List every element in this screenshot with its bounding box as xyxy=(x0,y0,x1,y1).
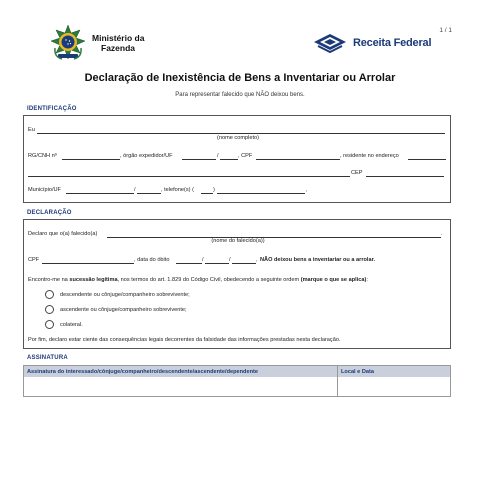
obito-dia-field[interactable] xyxy=(176,263,202,264)
orgao-field[interactable] xyxy=(182,159,216,160)
document-header xyxy=(50,24,440,64)
orgao-label: , órgão expedidor/UF xyxy=(120,153,173,159)
document-title: Declaração de Inexistência de Bens a Inventariar ou Arrolar xyxy=(84,72,396,84)
section-assinatura-title: ASSINATURA xyxy=(27,355,68,361)
municipio-field[interactable] xyxy=(66,193,134,194)
marque-text: (marque o que se aplica) xyxy=(300,277,367,283)
obito-slash-2: / xyxy=(229,257,231,263)
option-ascendente-label: ascendente ou cônjuge/companheiro sobrevivente; xyxy=(60,307,187,313)
receita-federal-logo-icon xyxy=(312,32,348,54)
municipio-slash: / xyxy=(134,187,136,193)
sucessao-legitima: sucessão legítima xyxy=(69,277,118,283)
rg-field[interactable] xyxy=(62,159,120,160)
option-colateral-label: colateral. xyxy=(60,322,83,328)
cep-label: CEP xyxy=(351,170,363,176)
encontro-colon: : xyxy=(366,277,368,283)
obito-ano-field[interactable] xyxy=(232,263,256,264)
signature-table-row xyxy=(24,377,450,396)
declaracao-box xyxy=(23,219,451,349)
brazil-coat-of-arms-icon xyxy=(50,24,86,62)
endereco-line-2-field[interactable] xyxy=(28,176,350,177)
telefone-label: , telefone(s) ( xyxy=(161,187,194,193)
identificacao-end-comma: , xyxy=(306,187,308,193)
ministry-line-2: Fazenda xyxy=(101,43,136,53)
cep-field[interactable] xyxy=(366,176,444,177)
place-date-field[interactable] xyxy=(338,377,450,396)
encontro-pre: Encontro-me na xyxy=(28,277,70,283)
obito-mes-field[interactable] xyxy=(205,263,229,264)
orgao-slash: / xyxy=(217,153,219,159)
falecido-cpf-field[interactable] xyxy=(42,263,134,264)
residente-label: , residente no endereço xyxy=(340,153,399,159)
municipio-label: Município/UF xyxy=(28,187,61,193)
document-subtitle: Para representar falecido que NÃO deixou bens. xyxy=(175,92,305,98)
ministry-name xyxy=(92,33,144,53)
rg-label: RG/CNH nº xyxy=(28,153,57,159)
signature-field[interactable] xyxy=(24,377,338,396)
section-identificacao-title: IDENTIFICAÇÃO xyxy=(27,106,77,112)
signature-table xyxy=(23,365,451,397)
cpf-field[interactable] xyxy=(256,159,340,160)
signature-table-header xyxy=(24,366,450,377)
eu-label: Eu xyxy=(28,127,35,133)
radio-colateral[interactable] xyxy=(45,320,54,329)
encontro-mid: , nos termos do art. 1.829 do Código Civil, obedecendo a seguinte ordem xyxy=(117,277,301,283)
section-declaracao-title: DECLARAÇÃO xyxy=(27,210,72,216)
nome-completo-field[interactable] xyxy=(37,133,445,134)
signature-column-header: Assinatura do interessado/cônjuge/companheiro/descendente/ascendente/dependente xyxy=(24,366,338,377)
telefone-field[interactable] xyxy=(217,193,305,194)
data-obito-label: , data do óbito xyxy=(134,257,170,263)
uf-field[interactable] xyxy=(220,159,238,160)
nome-falecido-caption: (nome do falecido(a)) xyxy=(211,238,265,244)
page-number: 1 / 1 xyxy=(439,27,452,34)
place-date-column-header: Local e Data xyxy=(341,368,374,375)
agency-name: Receita Federal xyxy=(353,37,432,49)
cpf-label: , CPF xyxy=(238,153,253,159)
radio-ascendente[interactable] xyxy=(45,305,54,314)
nao-deixou-text: NÃO deixou bens a inventariar ou a arrolar. xyxy=(260,257,376,263)
ministry-line-1: Ministério da xyxy=(92,33,145,43)
option-descendente-label: descendente ou cônjuge/companheiro sobrevivente; xyxy=(60,292,190,298)
declaro-label: Declaro que o(a) falecido(a) xyxy=(28,231,98,237)
obito-slash-1: / xyxy=(202,257,204,263)
sucessao-sentence xyxy=(28,277,368,283)
final-declaration-text: Por fim, declaro estar ciente das consequências legais decorrentes da falsidade das informações prestadas nesta declaração. xyxy=(28,337,341,343)
endereco-field[interactable] xyxy=(408,159,446,160)
identificacao-box xyxy=(23,115,451,203)
nome-completo-caption: (nome completo) xyxy=(217,135,259,141)
falecido-cpf-label: CPF xyxy=(28,257,40,263)
radio-descendente[interactable] xyxy=(45,290,54,299)
municipio-uf-field[interactable] xyxy=(137,193,161,194)
ddd-field[interactable] xyxy=(201,193,213,194)
obito-comma: , xyxy=(256,257,258,263)
telefone-close: ) xyxy=(213,187,215,193)
declaro-period: . xyxy=(441,231,443,237)
